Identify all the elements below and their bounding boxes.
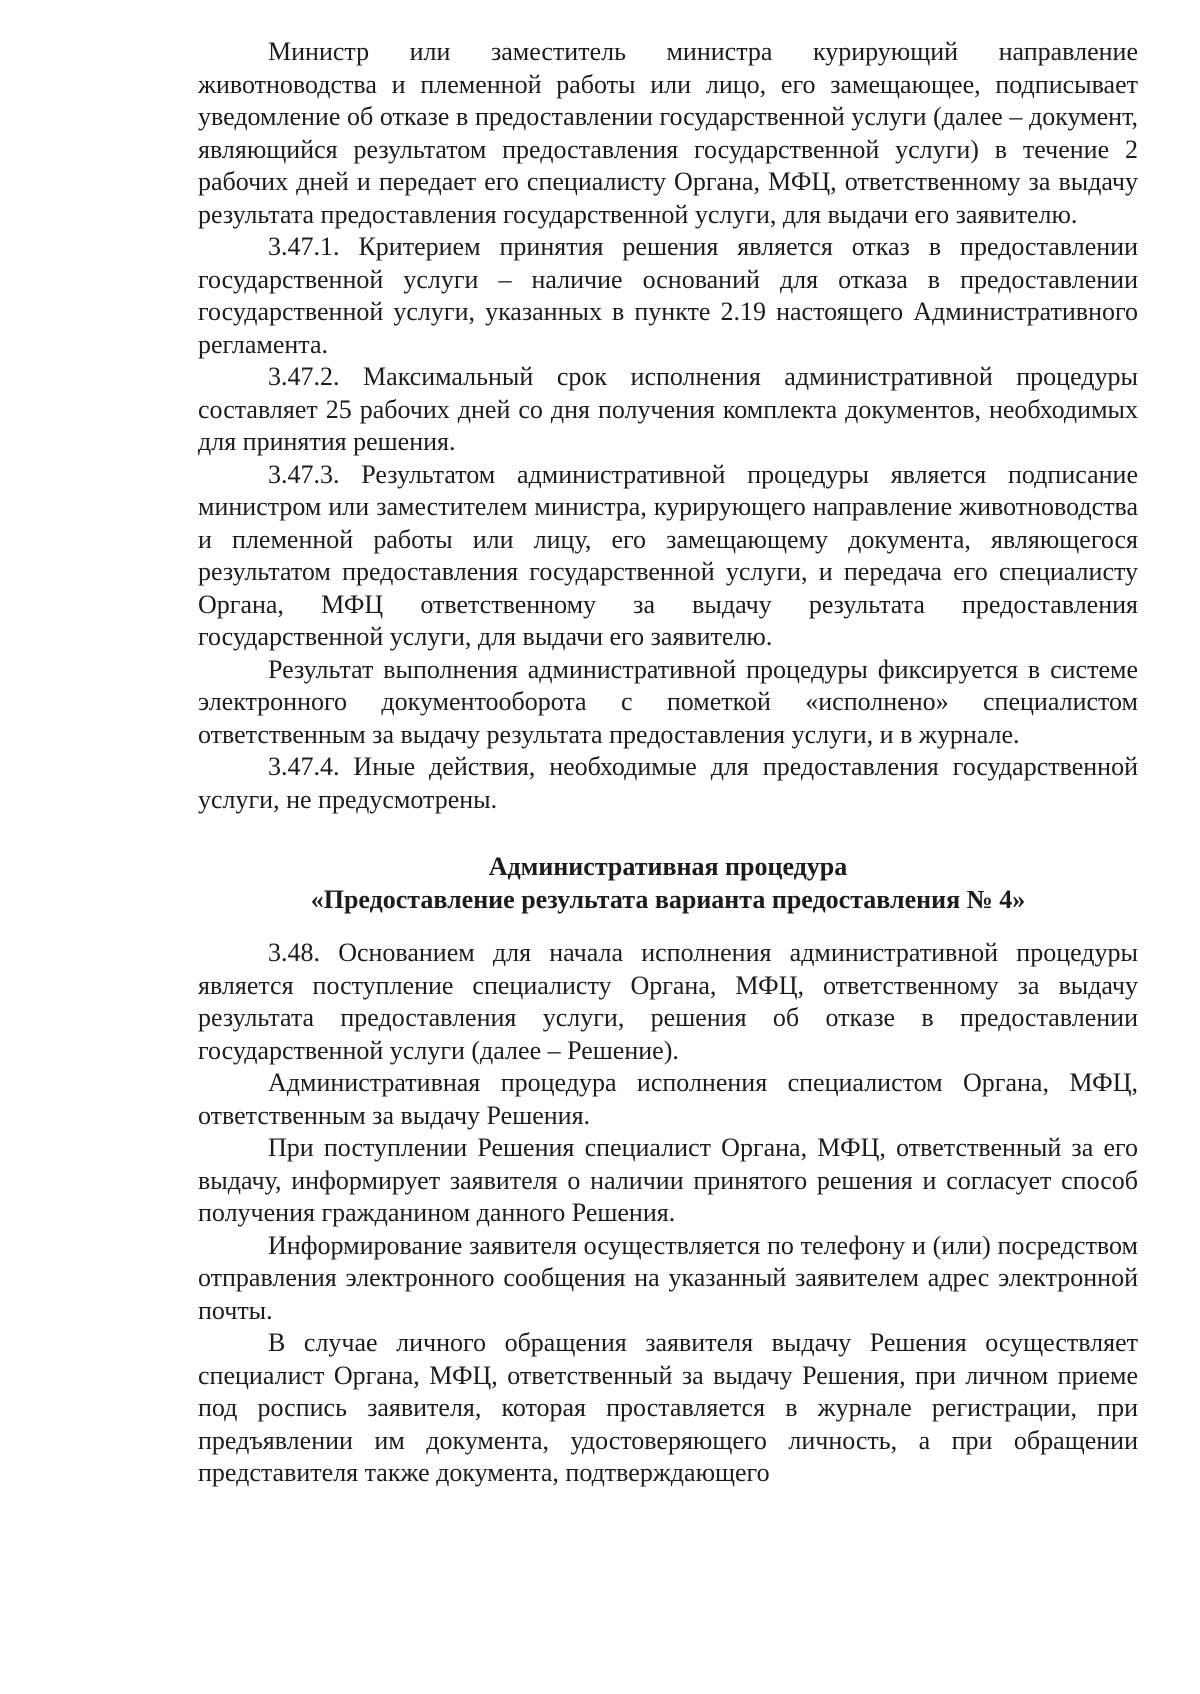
document-page <box>198 36 1138 1490</box>
paragraph-3-47-1: 3.47.1. Критерием принятия решения является отказ в предоставлении государственной услуги – наличие оснований для отказа в предоставлении государственной услуги, указанных в пункте 2.19 настоящего Административного регламента. <box>198 232 1138 359</box>
paragraph-informing: Информирование заявителя осуществляется по телефону и (или) посредством отправления электронного сообщения на указанный заявителем адрес электронной почты. <box>198 1230 1138 1325</box>
paragraph-procedure-execution: Административная процедура исполнения специалистом Органа, МФЦ, ответственным за выдачу Решения. <box>198 1068 1138 1130</box>
paragraph-3-48: 3.48. Основанием для начала исполнения административной процедуры является поступление специалисту Органа, МФЦ, ответственному за выдачу результата предоставления услуги, решения об отказе в предоставлении государственной услуги (далее – Решение). <box>198 938 1138 1065</box>
paragraph-3-47-3: 3.47.3. Результатом административной процедуры является подписание министром или заместителем министра, курирующего направление животноводства и племенной работы или лицу, его замещающему документа, являющегося результатом предоставления государственной услуги, и передача его специалисту Органа, МФЦ ответственному за выдачу результата предоставления государственной услуги, для выдачи его заявителю. <box>198 459 1138 651</box>
section-heading-subtitle: «Предоставление результата варианта предоставления № 4» <box>310 885 1026 914</box>
section-heading <box>198 850 1138 916</box>
paragraph-personal-request: В случае личного обращения заявителя выдачу Решения осуществляет специалист Органа, МФЦ, ответственный за выдачу Решения, при личном приеме под роспись заявителя, которая проставляется в журнале регистрации, при предъявлении им документа, удостоверяющего личность, а при обращении представителя также документа, подтверждающего <box>198 1328 1138 1487</box>
paragraph-result-recording: Результат выполнения административной процедуры фиксируется в системе электронного документооборота с пометкой «исполнено» специалистом ответственным за выдачу результата предоставления услуги, и в журнале. <box>198 654 1138 749</box>
paragraph-3-47-4: 3.47.4. Иные действия, необходимые для предоставления государственной услуги, не предусмотрены. <box>198 752 1138 814</box>
paragraph-signing: Министр или заместитель министра курирующий направление животноводства и племенной работы или лицо, его замещающее, подписывает уведомление об отказе в предоставлении государственной услуги (далее – документ, являющийся результатом предоставления государственной услуги) в течение 2 рабочих дней и передает его специалисту Органа, МФЦ, ответственному за выдачу результата предоставления государственной услуги, для выдачи его заявителю. <box>198 37 1138 229</box>
paragraph-decision-receipt: При поступлении Решения специалист Органа, МФЦ, ответственный за его выдачу, информирует заявителя о наличии принятого решения и согласует способ получения гражданином данного Решения. <box>198 1133 1138 1227</box>
paragraph-3-47-2: 3.47.2. Максимальный срок исполнения административной процедуры составляет 25 рабочих дней со дня получения комплекта документов, необходимых для принятия решения. <box>198 362 1138 456</box>
section-heading-title: Административная процедура <box>488 852 848 881</box>
